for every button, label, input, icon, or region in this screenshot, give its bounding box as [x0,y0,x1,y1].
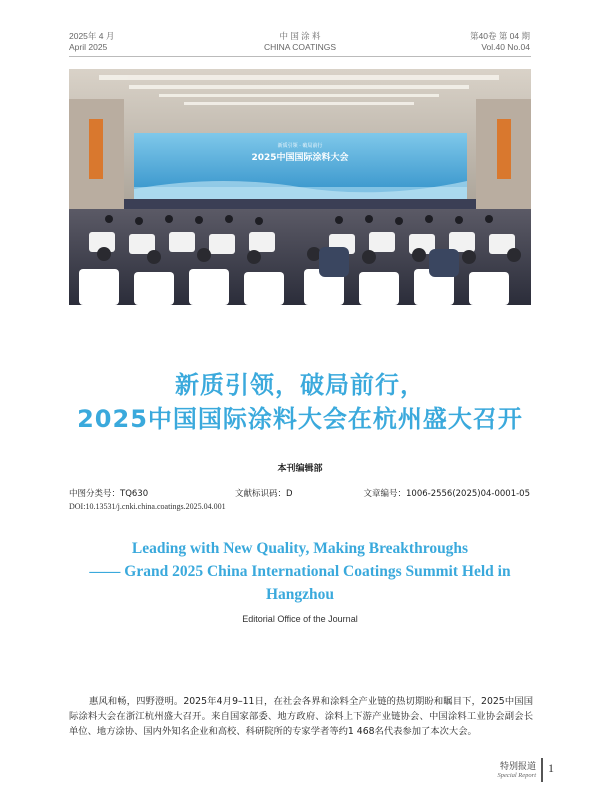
header-date-cn: 2025年 4 月 [69,31,115,41]
section-label-cn: 特别报道 [499,762,536,772]
screen-slogan: 新质引领 · 破局前行 [277,143,323,149]
screen-title: 2025中国国际涂料大会 [251,153,349,163]
author-en: Editorial Office of the Journal [242,614,358,624]
section-label [498,759,536,779]
doi: DOI:10.13531/j.cnki.china.coatings.2025.04.001 [69,502,226,511]
document-code: 文献标识码：D [235,489,293,499]
header-date-en: April 2025 [69,42,108,52]
section-label-en: Special Report [497,772,536,779]
clc-number: 中图分类号：TQ630 [69,489,149,499]
conference-photo [69,69,531,305]
body-paragraph: 惠风和畅，四野澄明。2025年4月9–11日，在社会各界和涂料全产业链的热切期盼和瞩目下，2025中国国际涂料大会在浙江杭州盛大召开。来自国家部委、地方政府、涂料上下游产业链协会、中国涂料工业协会副会长单位、地方涂协、国内外知名企业和高校、科研院所的专家学者等约1 468名代表参加了本次大会。 [69,696,533,737]
title-line-1: 新质引领，破局前行， [175,371,425,399]
footer-divider [541,758,543,782]
english-title [80,537,520,606]
header-journal-cn: 中 国 涂 料 [279,31,321,41]
header-volume [470,31,530,53]
english-title-line-3: Hangzhou [265,586,335,603]
article-number: 文章编号：1006-2556(2025)04-0001-05 [363,489,530,499]
author-cn: 本刊编辑部 [277,464,323,474]
english-title-line-1: Leading with New Quality, Making Breakthroughs [131,540,469,557]
header-volume-cn: 第40卷 第 04 期 [470,31,530,41]
page-number: 1 [548,761,554,775]
header-volume-en: Vol.40 No.04 [481,42,530,52]
english-title-line-2: —— Grand 2025 China International Coatings Summit Held in [89,563,511,580]
title-line-2: 2025中国国际涂料大会在杭州盛大召开 [77,405,523,433]
header-journal-en: CHINA COATINGS [263,42,337,52]
header-rule [69,56,531,57]
